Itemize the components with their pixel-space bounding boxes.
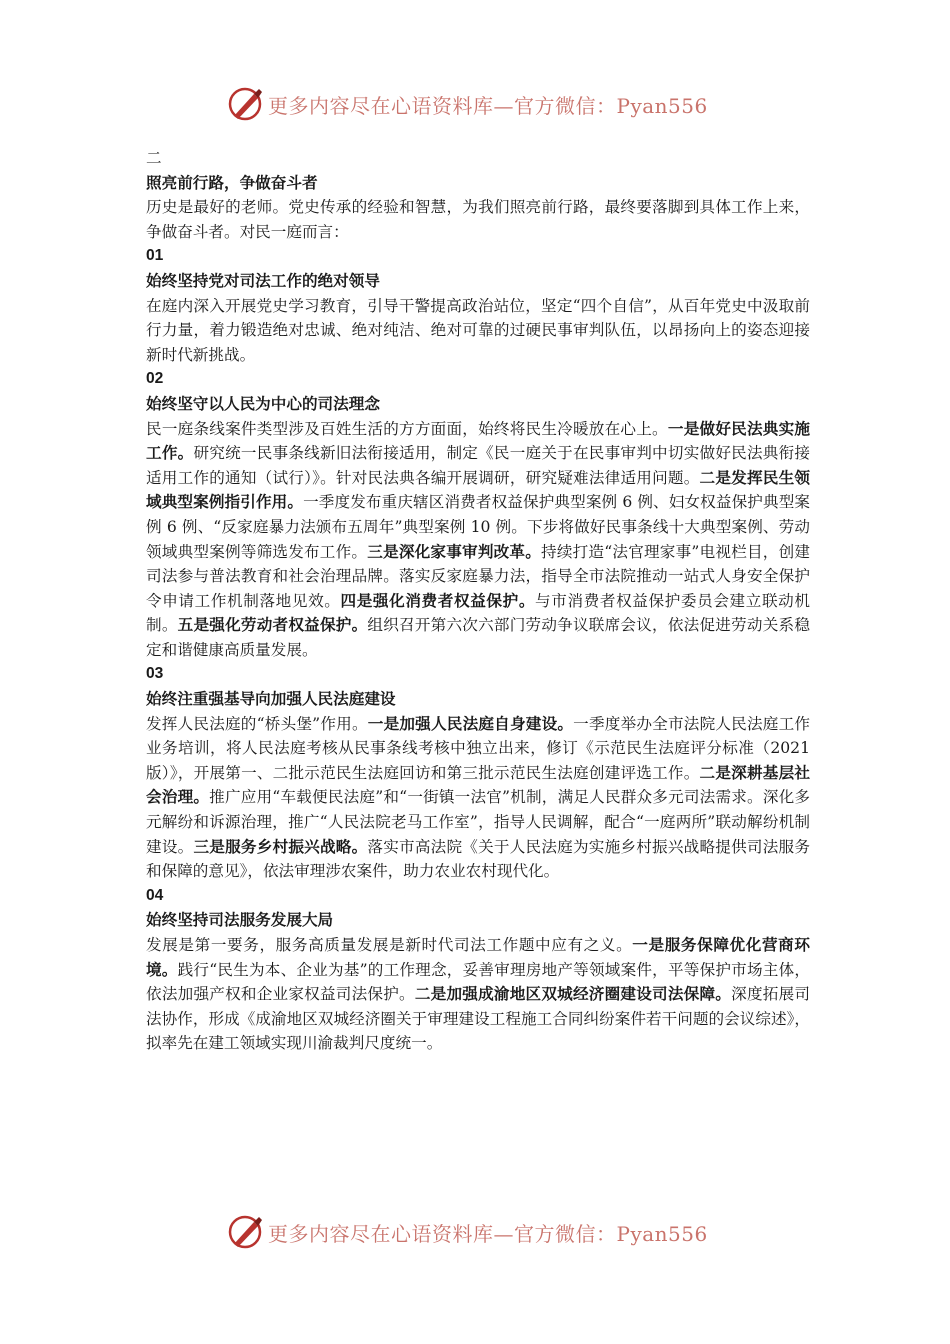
section-body-02: 民一庭条线案件类型涉及百姓生活的方方面面，始终将民生冷暖放在心上。一是做好民法典实施工作。研究统一民事条线新旧法衔接适用，制定《民一庭关于在民事审判中切实做好民法典衔接适用工作的通知（试行）》。针对民法典各编开展调研，研究疑难法律适用问题。二是发挥民生领域典型案例指引作用。一季度发布重庆辖区消费者权益保护典型案例 6 例、妇女权益保护典型案例 6 例、“反家庭暴力法颁布五周年”典型案例 10 例。下步将做好民事条线十大典型案例、劳动领域典型案例等筛选发布工作。三是深化家事审判改革。持续打造“法官理家事”电视栏目，创建司法参与普法教育和社会治理品牌。落实反家庭暴力法，指导全市法院推动一站式人身安全保护令申请工作机制落地见效。四是强化消费者权益保护。与市消费者权益保护委员会建立联动机制。五是强化劳动者权益保护。组织召开第六次六部门劳动争议联席会议，依法促进劳动关系稳定和谐健康高质量发展。 (146, 418, 810, 659)
section-number-01: 01 (146, 247, 164, 265)
document-title: 照亮前行路，争做奋斗者 (146, 172, 318, 192)
section-marker: 二 (146, 149, 162, 167)
document-body (146, 146, 810, 1056)
section-number-04: 04 (146, 886, 164, 904)
banner-text: 更多内容尽在心语资料库—官方微信：Pyan556 (268, 1221, 708, 1246)
section-number-02: 02 (146, 370, 164, 388)
pen-logo-icon (228, 1214, 264, 1250)
section-heading-02: 始终坚守以人民为中心的司法理念 (146, 393, 380, 413)
section-heading-03: 始终注重强基导向加强人民法庭建设 (146, 689, 396, 709)
header-watermark-banner (228, 84, 728, 124)
section-number-03: 03 (146, 665, 164, 683)
pen-logo-icon (228, 86, 264, 122)
section-body-01: 在庭内深入开展党史学习教育，引导干警提高政治站位，坚定“四个自信”，从百年党史中汲取前行力量，着力锻造绝对忠诚、绝对纯洁、绝对可靠的过硬民事审判队伍，以昂扬向上的姿态迎接新时代新挑战。 (146, 296, 810, 364)
section-body-03: 发挥人民法庭的“桥头堡”作用。一是加强人民法庭自身建设。一季度举办全市法院人民法庭工作业务培训，将人民法庭考核从民事条线考核中独立出来，修订《示范民生法庭评分标准（2021 版）》，开展第一、二批示范民生法庭回访和第三批示范民生法庭创建评选工作。二是深耕基层社会治理。推广应用“车载便民法庭”和“一街镇一法官”机制，满足人民群众多元司法需求。深化多元解纷和诉源治理，推广“人民法院老马工作室”，指导人民调解，配合“一庭两所”联动解纷机制建设。三是服务乡村振兴战略。落实市高法院《关于人民法庭为实施乡村振兴战略提供司法服务和保障的意见》，依法审理涉农案件，助力农业农村现代化。 (146, 713, 810, 881)
section-heading-04: 始终坚持司法服务发展大局 (146, 910, 334, 930)
intro-paragraph: 历史是最好的老师。党史传承的经验和智慧，为我们照亮前行路，最终要落脚到具体工作上来，争做奋斗者。对民一庭而言： (146, 198, 810, 241)
footer-watermark-banner (228, 1212, 728, 1252)
section-body-04: 发展是第一要务，服务高质量发展是新时代司法工作题中应有之义。一是服务保障优化营商环境。践行“民生为本、企业为基”的工作理念，妥善审理房地产等领域案件，平等保护市场主体，依法加强产权和企业家权益司法保护。二是加强成渝地区双城经济圈建设司法保障。深度拓展司法协作，形成《成渝地区双城经济圈关于审理建设工程施工合同纠纷案件若干问题的会议综述》，拟率先在建工领域实现川渝裁判尺度统一。 (146, 935, 810, 1053)
banner-text: 更多内容尽在心语资料库—官方微信：Pyan556 (268, 93, 708, 118)
section-heading-01: 始终坚持党对司法工作的绝对领导 (146, 270, 380, 290)
